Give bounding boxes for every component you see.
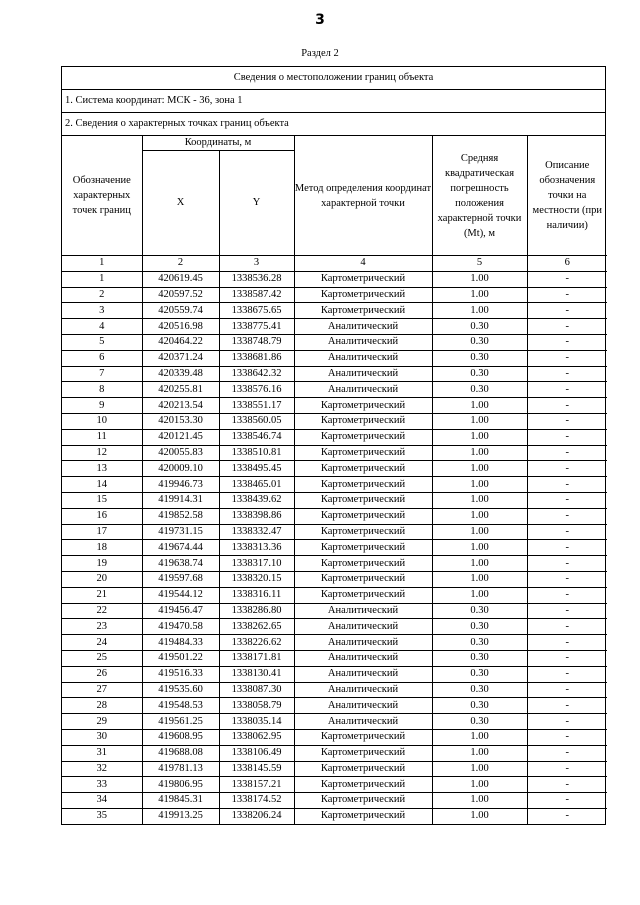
y-coord-cell: 1338510.81 xyxy=(219,445,294,461)
y-coord-cell: 1338560.05 xyxy=(219,413,294,429)
method-cell: Картометрический xyxy=(294,540,432,556)
x-coord-cell: 419638.74 xyxy=(142,556,219,572)
y-coord-cell: 1338675.65 xyxy=(219,303,294,319)
x-coord-cell: 419484.33 xyxy=(142,635,219,651)
error-cell: 1.00 xyxy=(432,492,527,508)
point-number-cell: 15 xyxy=(62,492,142,508)
y-coord-cell: 1338174.52 xyxy=(219,793,294,809)
error-cell: 1.00 xyxy=(432,398,527,414)
error-cell: 0.30 xyxy=(432,319,527,335)
table-row xyxy=(62,635,607,651)
table-row xyxy=(62,271,607,287)
description-cell: - xyxy=(527,445,607,461)
table-row xyxy=(62,603,607,619)
point-number-cell: 10 xyxy=(62,413,142,429)
method-cell: Картометрический xyxy=(294,587,432,603)
table-row xyxy=(62,745,607,761)
method-cell: Картометрический xyxy=(294,777,432,793)
method-cell: Картометрический xyxy=(294,287,432,303)
description-cell: - xyxy=(527,477,607,493)
y-coord-cell: 1338087.30 xyxy=(219,682,294,698)
column-number: 1 xyxy=(62,256,142,272)
x-coord-cell: 420516.98 xyxy=(142,319,219,335)
method-cell: Картометрический xyxy=(294,445,432,461)
x-coord-cell: 419501.22 xyxy=(142,650,219,666)
sheet-title: Сведения о местоположении границ объекта xyxy=(62,67,605,90)
y-coord-cell: 1338157.21 xyxy=(219,777,294,793)
description-cell: - xyxy=(527,808,607,823)
point-number-cell: 1 xyxy=(62,271,142,287)
error-cell: 0.30 xyxy=(432,619,527,635)
y-coord-cell: 1338398.86 xyxy=(219,508,294,524)
error-cell: 1.00 xyxy=(432,413,527,429)
table-row xyxy=(62,587,607,603)
description-cell: - xyxy=(527,729,607,745)
y-coord-cell: 1338286.80 xyxy=(219,603,294,619)
error-cell: 1.00 xyxy=(432,808,527,823)
y-coord-cell: 1338587.42 xyxy=(219,287,294,303)
y-coord-cell: 1338642.32 xyxy=(219,366,294,382)
method-cell: Картометрический xyxy=(294,429,432,445)
description-cell: - xyxy=(527,461,607,477)
table-row xyxy=(62,571,607,587)
x-coord-cell: 419516.33 xyxy=(142,666,219,682)
page-number: 3 xyxy=(315,12,325,28)
description-cell: - xyxy=(527,398,607,414)
method-cell: Аналитический xyxy=(294,366,432,382)
y-coord-cell: 1338465.01 xyxy=(219,477,294,493)
error-cell: 1.00 xyxy=(432,587,527,603)
table-row xyxy=(62,508,607,524)
x-coord-cell: 419845.31 xyxy=(142,793,219,809)
x-coord-cell: 419544.12 xyxy=(142,587,219,603)
y-coord-cell: 1338171.81 xyxy=(219,650,294,666)
column-number: 5 xyxy=(432,256,527,272)
y-coord-cell: 1338439.62 xyxy=(219,492,294,508)
boundary-sheet xyxy=(61,66,606,825)
method-cell: Картометрический xyxy=(294,303,432,319)
description-cell: - xyxy=(527,619,607,635)
error-cell: 1.00 xyxy=(432,461,527,477)
x-coord-cell: 420213.54 xyxy=(142,398,219,414)
point-number-cell: 26 xyxy=(62,666,142,682)
table-row xyxy=(62,761,607,777)
method-cell: Картометрический xyxy=(294,761,432,777)
method-cell: Аналитический xyxy=(294,698,432,714)
y-coord-cell: 1338058.79 xyxy=(219,698,294,714)
method-cell: Аналитический xyxy=(294,666,432,682)
description-cell: - xyxy=(527,650,607,666)
error-cell: 0.30 xyxy=(432,603,527,619)
description-cell: - xyxy=(527,492,607,508)
section-label: Раздел 2 xyxy=(301,48,339,59)
method-cell: Аналитический xyxy=(294,619,432,635)
table-row xyxy=(62,366,607,382)
description-cell: - xyxy=(527,587,607,603)
table-row xyxy=(62,619,607,635)
column-number: 6 xyxy=(527,256,607,272)
error-cell: 0.30 xyxy=(432,635,527,651)
column-number: 3 xyxy=(219,256,294,272)
description-cell: - xyxy=(527,508,607,524)
y-coord-cell: 1338130.41 xyxy=(219,666,294,682)
x-coord-cell: 420559.74 xyxy=(142,303,219,319)
y-coord-cell: 1338313.36 xyxy=(219,540,294,556)
point-number-cell: 25 xyxy=(62,650,142,666)
header-method: Метод определения координат характерной точки xyxy=(294,136,432,256)
method-cell: Аналитический xyxy=(294,650,432,666)
table-row xyxy=(62,461,607,477)
point-number-cell: 27 xyxy=(62,682,142,698)
table-row xyxy=(62,808,607,823)
description-cell: - xyxy=(527,287,607,303)
method-cell: Аналитический xyxy=(294,350,432,366)
y-coord-cell: 1338206.24 xyxy=(219,808,294,823)
y-coord-cell: 1338495.45 xyxy=(219,461,294,477)
y-coord-cell: 1338320.15 xyxy=(219,571,294,587)
error-cell: 1.00 xyxy=(432,777,527,793)
header-coords: Координаты, м xyxy=(142,136,294,151)
point-number-cell: 11 xyxy=(62,429,142,445)
error-cell: 0.30 xyxy=(432,698,527,714)
error-cell: 0.30 xyxy=(432,714,527,730)
method-cell: Картометрический xyxy=(294,492,432,508)
y-coord-cell: 1338536.28 xyxy=(219,271,294,287)
point-number-cell: 12 xyxy=(62,445,142,461)
error-cell: 0.30 xyxy=(432,382,527,398)
description-cell: - xyxy=(527,698,607,714)
table-row xyxy=(62,540,607,556)
description-cell: - xyxy=(527,334,607,350)
x-coord-cell: 419781.13 xyxy=(142,761,219,777)
error-cell: 1.00 xyxy=(432,287,527,303)
table-row xyxy=(62,650,607,666)
column-number: 2 xyxy=(142,256,219,272)
table-row xyxy=(62,445,607,461)
method-cell: Картометрический xyxy=(294,808,432,823)
point-number-cell: 33 xyxy=(62,777,142,793)
description-cell: - xyxy=(527,635,607,651)
table-row xyxy=(62,492,607,508)
table-row xyxy=(62,682,607,698)
description-cell: - xyxy=(527,682,607,698)
x-coord-cell: 420055.83 xyxy=(142,445,219,461)
x-coord-cell: 420339.48 xyxy=(142,366,219,382)
table-row xyxy=(62,556,607,572)
point-number-cell: 13 xyxy=(62,461,142,477)
method-cell: Аналитический xyxy=(294,635,432,651)
point-number-cell: 2 xyxy=(62,287,142,303)
point-number-cell: 14 xyxy=(62,477,142,493)
table-row xyxy=(62,729,607,745)
method-cell: Картометрический xyxy=(294,793,432,809)
description-cell: - xyxy=(527,666,607,682)
description-cell: - xyxy=(527,429,607,445)
point-number-cell: 16 xyxy=(62,508,142,524)
method-cell: Аналитический xyxy=(294,334,432,350)
description-cell: - xyxy=(527,524,607,540)
y-coord-cell: 1338551.17 xyxy=(219,398,294,414)
table-row xyxy=(62,382,607,398)
error-cell: 1.00 xyxy=(432,556,527,572)
y-coord-cell: 1338106.49 xyxy=(219,745,294,761)
method-cell: Картометрический xyxy=(294,461,432,477)
method-cell: Картометрический xyxy=(294,729,432,745)
error-cell: 1.00 xyxy=(432,540,527,556)
table-row xyxy=(62,429,607,445)
method-cell: Картометрический xyxy=(294,477,432,493)
x-coord-cell: 419561.25 xyxy=(142,714,219,730)
description-cell: - xyxy=(527,413,607,429)
point-number-cell: 9 xyxy=(62,398,142,414)
error-cell: 1.00 xyxy=(432,271,527,287)
error-cell: 0.30 xyxy=(432,682,527,698)
header-description: Описание обозначения точки на местности (при наличии) xyxy=(527,136,607,256)
x-coord-cell: 420597.52 xyxy=(142,287,219,303)
x-coord-cell: 419946.73 xyxy=(142,477,219,493)
x-coord-cell: 419852.58 xyxy=(142,508,219,524)
point-number-cell: 5 xyxy=(62,334,142,350)
x-coord-cell: 419456.47 xyxy=(142,603,219,619)
error-cell: 1.00 xyxy=(432,729,527,745)
x-coord-cell: 419674.44 xyxy=(142,540,219,556)
header-point: Обозначение характерных точек границ xyxy=(62,136,142,256)
method-cell: Картометрический xyxy=(294,398,432,414)
table-row xyxy=(62,319,607,335)
point-number-cell: 7 xyxy=(62,366,142,382)
description-cell: - xyxy=(527,761,607,777)
error-cell: 0.30 xyxy=(432,334,527,350)
point-number-cell: 31 xyxy=(62,745,142,761)
x-coord-cell: 420619.45 xyxy=(142,271,219,287)
description-cell: - xyxy=(527,540,607,556)
y-coord-cell: 1338317.10 xyxy=(219,556,294,572)
y-coord-cell: 1338576.16 xyxy=(219,382,294,398)
point-number-cell: 24 xyxy=(62,635,142,651)
method-cell: Картометрический xyxy=(294,413,432,429)
x-coord-cell: 419548.53 xyxy=(142,698,219,714)
x-coord-cell: 420121.45 xyxy=(142,429,219,445)
table-row xyxy=(62,413,607,429)
description-cell: - xyxy=(527,714,607,730)
table-row xyxy=(62,524,607,540)
description-cell: - xyxy=(527,793,607,809)
points-heading: 2. Сведения о характерных точках границ объекта xyxy=(62,113,605,136)
point-number-cell: 6 xyxy=(62,350,142,366)
table-row xyxy=(62,714,607,730)
point-number-cell: 34 xyxy=(62,793,142,809)
error-cell: 1.00 xyxy=(432,508,527,524)
point-number-cell: 23 xyxy=(62,619,142,635)
point-number-cell: 30 xyxy=(62,729,142,745)
x-coord-cell: 420464.22 xyxy=(142,334,219,350)
table-row xyxy=(62,287,607,303)
x-coord-cell: 419913.25 xyxy=(142,808,219,823)
method-cell: Аналитический xyxy=(294,603,432,619)
method-cell: Картометрический xyxy=(294,271,432,287)
method-cell: Картометрический xyxy=(294,524,432,540)
method-cell: Картометрический xyxy=(294,745,432,761)
error-cell: 1.00 xyxy=(432,745,527,761)
y-coord-cell: 1338681.86 xyxy=(219,350,294,366)
description-cell: - xyxy=(527,303,607,319)
header-error: Средняя квадратическая погрешность положения характерной точки (Mt), м xyxy=(432,136,527,256)
error-cell: 0.30 xyxy=(432,666,527,682)
y-coord-cell: 1338145.59 xyxy=(219,761,294,777)
point-number-cell: 18 xyxy=(62,540,142,556)
error-cell: 1.00 xyxy=(432,524,527,540)
table-row xyxy=(62,793,607,809)
header-y: Y xyxy=(219,151,294,256)
point-number-cell: 4 xyxy=(62,319,142,335)
x-coord-cell: 419688.08 xyxy=(142,745,219,761)
x-coord-cell: 419470.58 xyxy=(142,619,219,635)
table-row xyxy=(62,398,607,414)
point-number-cell: 35 xyxy=(62,808,142,823)
description-cell: - xyxy=(527,382,607,398)
error-cell: 1.00 xyxy=(432,303,527,319)
header-x: X xyxy=(142,151,219,256)
error-cell: 1.00 xyxy=(432,445,527,461)
y-coord-cell: 1338316.11 xyxy=(219,587,294,603)
x-coord-cell: 420255.81 xyxy=(142,382,219,398)
method-cell: Аналитический xyxy=(294,319,432,335)
y-coord-cell: 1338226.62 xyxy=(219,635,294,651)
point-number-cell: 32 xyxy=(62,761,142,777)
table-row xyxy=(62,698,607,714)
point-number-cell: 17 xyxy=(62,524,142,540)
y-coord-cell: 1338546.74 xyxy=(219,429,294,445)
point-number-cell: 21 xyxy=(62,587,142,603)
table-row xyxy=(62,477,607,493)
error-cell: 1.00 xyxy=(432,477,527,493)
error-cell: 1.00 xyxy=(432,793,527,809)
table-row xyxy=(62,303,607,319)
description-cell: - xyxy=(527,571,607,587)
point-number-cell: 29 xyxy=(62,714,142,730)
points-table xyxy=(62,136,607,824)
description-cell: - xyxy=(527,350,607,366)
column-number: 4 xyxy=(294,256,432,272)
point-number-cell: 3 xyxy=(62,303,142,319)
x-coord-cell: 420371.24 xyxy=(142,350,219,366)
error-cell: 0.30 xyxy=(432,350,527,366)
table-row xyxy=(62,334,607,350)
error-cell: 0.30 xyxy=(432,366,527,382)
x-coord-cell: 420009.10 xyxy=(142,461,219,477)
y-coord-cell: 1338748.79 xyxy=(219,334,294,350)
description-cell: - xyxy=(527,271,607,287)
y-coord-cell: 1338775.41 xyxy=(219,319,294,335)
point-number-cell: 28 xyxy=(62,698,142,714)
method-cell: Картометрический xyxy=(294,508,432,524)
x-coord-cell: 419806.95 xyxy=(142,777,219,793)
error-cell: 0.30 xyxy=(432,650,527,666)
description-cell: - xyxy=(527,319,607,335)
table-row xyxy=(62,666,607,682)
x-coord-cell: 419597.68 xyxy=(142,571,219,587)
x-coord-cell: 419914.31 xyxy=(142,492,219,508)
point-number-cell: 22 xyxy=(62,603,142,619)
method-cell: Аналитический xyxy=(294,382,432,398)
point-number-cell: 8 xyxy=(62,382,142,398)
table-row xyxy=(62,777,607,793)
error-cell: 1.00 xyxy=(432,571,527,587)
method-cell: Картометрический xyxy=(294,556,432,572)
method-cell: Аналитический xyxy=(294,682,432,698)
description-cell: - xyxy=(527,366,607,382)
point-number-cell: 19 xyxy=(62,556,142,572)
y-coord-cell: 1338262.65 xyxy=(219,619,294,635)
x-coord-cell: 419731.15 xyxy=(142,524,219,540)
description-cell: - xyxy=(527,556,607,572)
y-coord-cell: 1338332.47 xyxy=(219,524,294,540)
description-cell: - xyxy=(527,603,607,619)
point-number-cell: 20 xyxy=(62,571,142,587)
column-number-row xyxy=(62,256,607,272)
table-row xyxy=(62,350,607,366)
description-cell: - xyxy=(527,745,607,761)
y-coord-cell: 1338035.14 xyxy=(219,714,294,730)
method-cell: Аналитический xyxy=(294,714,432,730)
description-cell: - xyxy=(527,777,607,793)
error-cell: 1.00 xyxy=(432,429,527,445)
coord-system-line: 1. Система координат: МСК - 36, зона 1 xyxy=(62,90,605,113)
method-cell: Картометрический xyxy=(294,571,432,587)
x-coord-cell: 419608.95 xyxy=(142,729,219,745)
x-coord-cell: 419535.60 xyxy=(142,682,219,698)
x-coord-cell: 420153.30 xyxy=(142,413,219,429)
y-coord-cell: 1338062.95 xyxy=(219,729,294,745)
error-cell: 1.00 xyxy=(432,761,527,777)
